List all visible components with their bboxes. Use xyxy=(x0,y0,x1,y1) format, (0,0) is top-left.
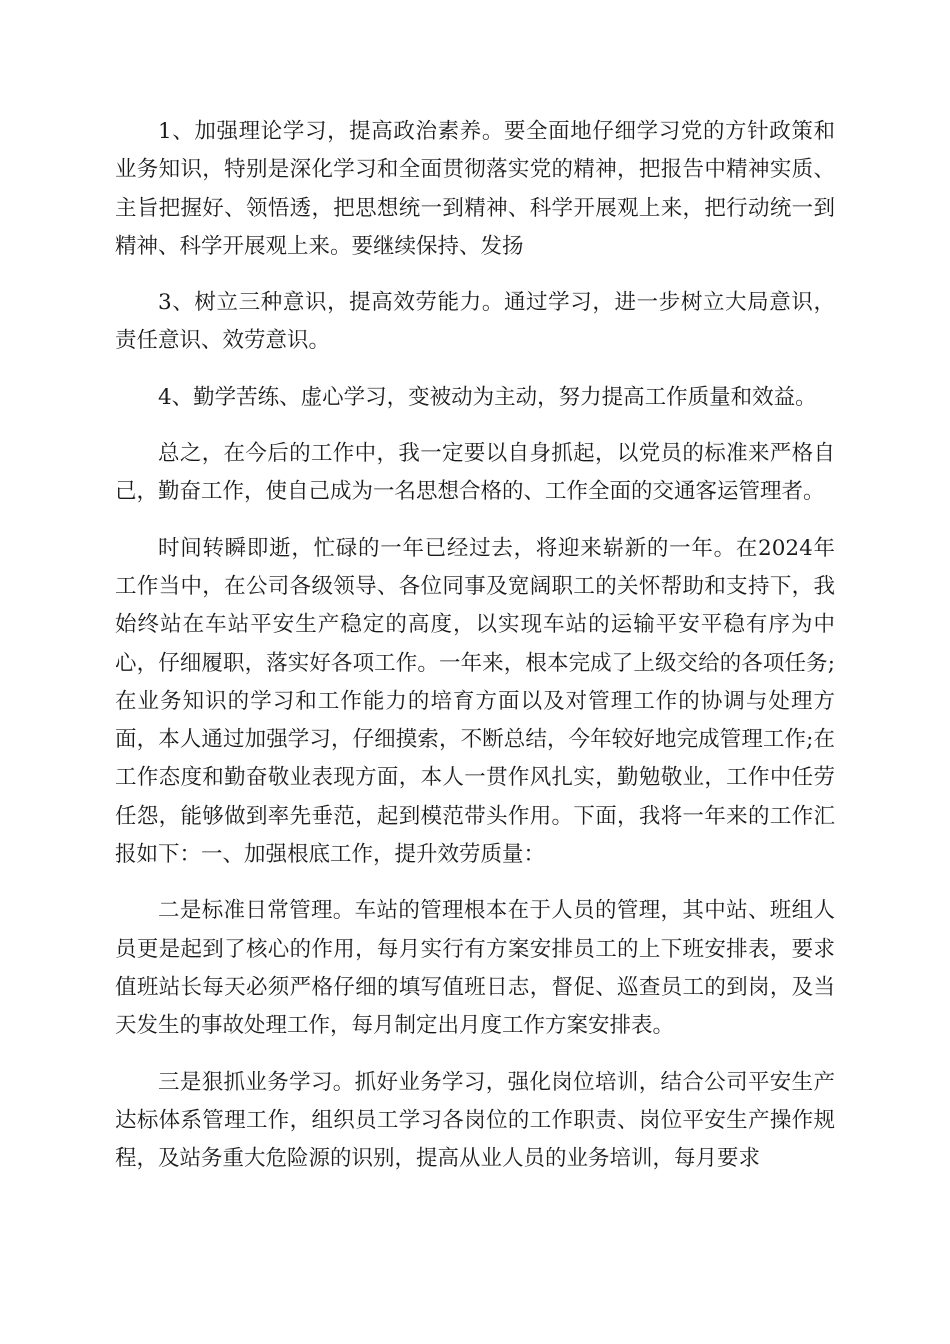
paragraph-study-theory: 1、加强理论学习，提高政治素养。要全面地仔细学习党的方针政策和业务知识，特别是深化学习和全面贯彻落实党的精神，把报告中精神实质、主旨把握好、领悟透，把思想统一到精神、科学开展观上来，把行动统一到精神、科学开展观上来。要继续保持、发扬 xyxy=(115,119,835,259)
paragraph-year-summary: 时间转瞬即逝，忙碌的一年已经过去，将迎来崭新的一年。在2024年工作当中，在公司各级领导、各位同事及宽阔职工的关怀帮助和支持下，我始终站在车站平安生产稳定的高度，以实现车站的运输平安平稳有序为中心，仔细履职，落实好各项工作。一年来，根本完成了上级交给的各项任务;在业务知识的学习和工作能力的培育方面以及对管理工作的协调与处理方面，本人通过加强学习，仔细摸索，不断总结，今年较好地完成管理工作;在工作态度和勤奋敬业表现方面，本人一贯作风扎实，勤勉敬业，工作中任劳任怨，能够做到率先垂范，起到模范带头作用。下面，我将一年来的工作汇报如下：一、加强根底工作，提升效劳质量： xyxy=(115,535,835,868)
paragraph-three-awareness: 3、树立三种意识，提高效劳能力。通过学习，进一步树立大局意识，责任意识、效劳意识。 xyxy=(115,290,835,354)
paragraph-business-study: 三是狠抓业务学习。抓好业务学习，强化岗位培训，结合公司平安生产达标体系管理工作，组织员工学习各岗位的工作职责、岗位平安生产操作规程，及站务重大危险源的识别，提高从业人员的业务培训，每月要求 xyxy=(115,1069,835,1172)
document-body xyxy=(115,113,835,1196)
paragraph-daily-management: 二是标准日常管理。车站的管理根本在于人员的管理，其中站、班组人员更是起到了核心的作用，每月实行有方案安排员工的上下班安排表，要求值班站长每天必须严格仔细的填写值班日志，督促、巡查员工的到岗，及当天发生的事故处理工作，每月制定出月度工作方案安排表。 xyxy=(115,898,835,1039)
paragraph-diligent-study: 4、勤学苦练、虚心学习，变被动为主动，努力提高工作质量和效益。 xyxy=(158,384,817,410)
paragraph-conclusion: 总之，在今后的工作中，我一定要以自身抓起，以党员的标准来严格自己，勤奋工作，使自己成为一名思想合格的、工作全面的交通客运管理者。 xyxy=(115,441,835,505)
